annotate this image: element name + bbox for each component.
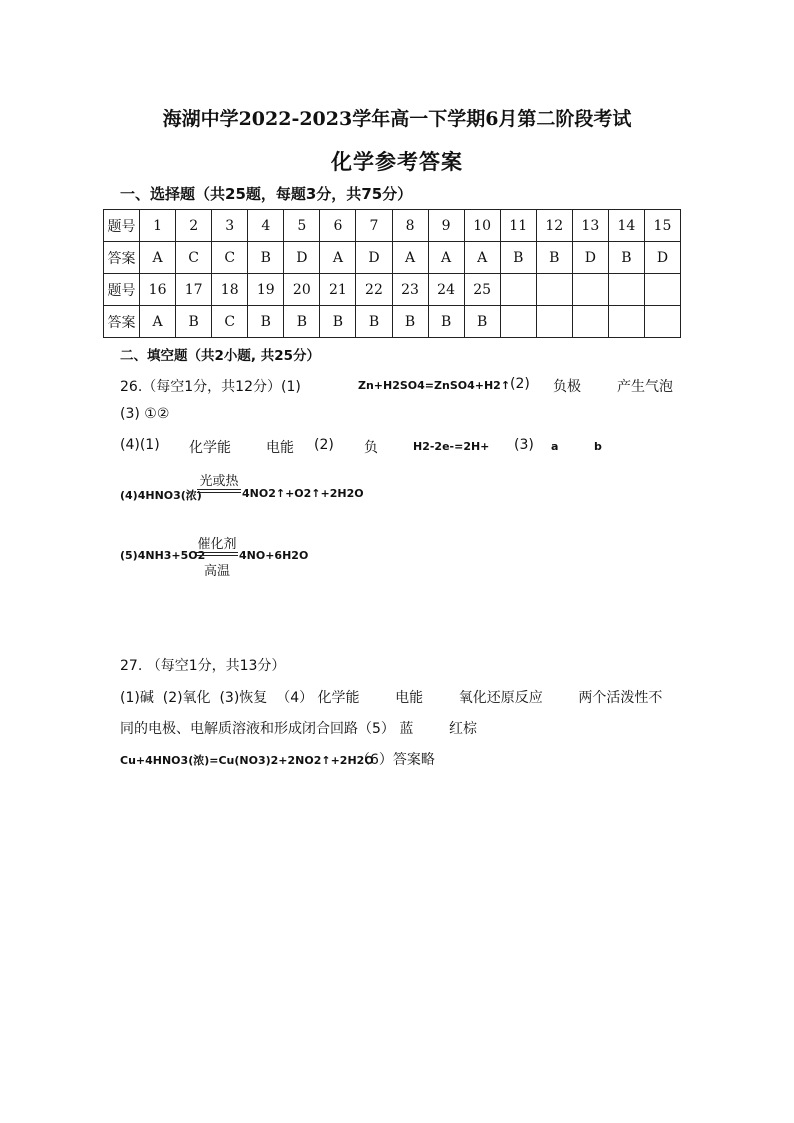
question-number-cell: 1 xyxy=(140,210,176,242)
row-label: 题号 xyxy=(104,210,140,242)
eq4-reaction-bar xyxy=(197,489,241,490)
answer-cell xyxy=(572,306,608,338)
answer-cell: B xyxy=(536,242,572,274)
answer-cell: A xyxy=(140,306,176,338)
q26-p4-label: (4)(1) xyxy=(120,437,160,453)
question-number-cell: 21 xyxy=(320,274,356,306)
question-number-cell: 15 xyxy=(644,210,680,242)
q27-line2: 同的电极、电解质溶液和形成闭合回路（5） 蓝 红棕 xyxy=(120,721,477,737)
answer-row xyxy=(104,306,681,338)
eq4-right: 4NO2↑+O2↑+2H2O xyxy=(242,487,364,500)
section1-heading: 一、选择题（共25题，每题3分，共75分） xyxy=(120,185,413,203)
document-title: 海湖中学2022-2023学年高一下学期6月第二阶段考试 xyxy=(162,108,632,130)
answer-cell xyxy=(644,306,680,338)
q26-p2-b: 产生气泡 xyxy=(617,379,673,395)
q27-intro: 27. （每空1分，共13分） xyxy=(120,658,286,674)
answer-cell: B xyxy=(248,306,284,338)
answer-cell: B xyxy=(428,306,464,338)
answer-cell: D xyxy=(284,242,320,274)
question-number-cell: 7 xyxy=(356,210,392,242)
question-number-cell: 12 xyxy=(536,210,572,242)
answer-cell: A xyxy=(428,242,464,274)
answer-cell: D xyxy=(572,242,608,274)
question-number-cell: 17 xyxy=(176,274,212,306)
question-number-cell: 13 xyxy=(572,210,608,242)
question-number-cell: 5 xyxy=(284,210,320,242)
question-number-cell: 22 xyxy=(356,274,392,306)
question-number-cell: 8 xyxy=(392,210,428,242)
q26-p4-c: 负 xyxy=(364,440,378,456)
question-number-cell xyxy=(572,274,608,306)
answer-cell: A xyxy=(392,242,428,274)
section2-heading: 二、填空题（共2小题, 共25分） xyxy=(120,348,321,364)
row-label: 题号 xyxy=(104,274,140,306)
q26-p2-label: (2) xyxy=(510,376,530,392)
eq4-left: (4)4HNO3(浓) xyxy=(120,489,202,502)
q27-eq: Cu+4HNO3(浓)=Cu(NO3)2+2NO2↑+2H2O xyxy=(120,754,374,767)
eq5-reaction-bar xyxy=(196,552,238,553)
answer-cell xyxy=(608,306,644,338)
answer-cell: B xyxy=(320,306,356,338)
answer-cell: B xyxy=(356,306,392,338)
question-number-cell: 2 xyxy=(176,210,212,242)
answer-cell: A xyxy=(320,242,356,274)
q26-p4-eq: H2-2e-=2H+ xyxy=(413,440,490,453)
q26-p4-d-a: a xyxy=(551,440,559,453)
question-number-cell: 23 xyxy=(392,274,428,306)
answer-cell: C xyxy=(212,242,248,274)
question-number-cell: 9 xyxy=(428,210,464,242)
answer-cell: A xyxy=(464,242,500,274)
question-row xyxy=(104,210,681,242)
row-label: 答案 xyxy=(104,242,140,274)
answer-cell: B xyxy=(500,242,536,274)
q26-p4-d-b: b xyxy=(594,440,602,453)
question-number-cell: 25 xyxy=(464,274,500,306)
answer-row xyxy=(104,242,681,274)
document-subtitle: 化学参考答案 xyxy=(331,149,463,174)
answer-cell: B xyxy=(176,306,212,338)
q26-p4-b: 电能 xyxy=(266,440,294,456)
row-label: 答案 xyxy=(104,306,140,338)
eq4-condition: 光或热 xyxy=(199,474,239,489)
q26-p3: (3) ①② xyxy=(120,406,170,422)
question-number-cell: 18 xyxy=(212,274,248,306)
answer-cell xyxy=(500,306,536,338)
eq5-condition-top: 催化剂 xyxy=(197,537,237,552)
answer-cell: B xyxy=(248,242,284,274)
answer-cell: B xyxy=(284,306,320,338)
answer-table xyxy=(103,209,681,338)
question-number-cell xyxy=(608,274,644,306)
answer-cell: D xyxy=(644,242,680,274)
q26-p4-a: 化学能 xyxy=(189,440,231,456)
q27-tail: （6）答案略 xyxy=(356,752,435,768)
question-number-cell: 4 xyxy=(248,210,284,242)
answer-cell: B xyxy=(392,306,428,338)
question-number-cell: 11 xyxy=(500,210,536,242)
eq5-left: (5)4NH3+5O2 xyxy=(120,549,206,562)
q26-intro: 26.（每空1分，共12分）(1) xyxy=(120,379,301,395)
q27-line1: (1)碱 (2)氧化 (3)恢复 （4） 化学能 电能 氧化还原反应 两个活泼性不 xyxy=(120,690,663,706)
q26-p4-c-label: (2) xyxy=(314,437,334,453)
question-number-cell xyxy=(536,274,572,306)
question-number-cell: 14 xyxy=(608,210,644,242)
eq5-condition-bottom: 高温 xyxy=(203,564,230,579)
answer-cell: A xyxy=(140,242,176,274)
eq4-reaction-bar-2 xyxy=(197,492,241,493)
eq5-reaction-bar-2 xyxy=(196,555,238,556)
question-number-cell xyxy=(644,274,680,306)
answer-cell: B xyxy=(608,242,644,274)
q26-p4-d-label: (3) xyxy=(514,437,534,453)
question-row xyxy=(104,274,681,306)
question-number-cell: 24 xyxy=(428,274,464,306)
answer-cell: D xyxy=(356,242,392,274)
question-number-cell: 19 xyxy=(248,274,284,306)
q26-eq1: Zn+H2SO4=ZnSO4+H2↑ xyxy=(358,379,511,392)
question-number-cell: 3 xyxy=(212,210,248,242)
question-number-cell: 10 xyxy=(464,210,500,242)
question-number-cell: 16 xyxy=(140,274,176,306)
eq5-right: 4NO+6H2O xyxy=(239,549,309,562)
answer-cell: C xyxy=(212,306,248,338)
question-number-cell: 6 xyxy=(320,210,356,242)
answer-cell: C xyxy=(176,242,212,274)
question-number-cell xyxy=(500,274,536,306)
q26-p2-a: 负极 xyxy=(553,379,581,395)
question-number-cell: 20 xyxy=(284,274,320,306)
answer-cell xyxy=(536,306,572,338)
answer-cell: B xyxy=(464,306,500,338)
